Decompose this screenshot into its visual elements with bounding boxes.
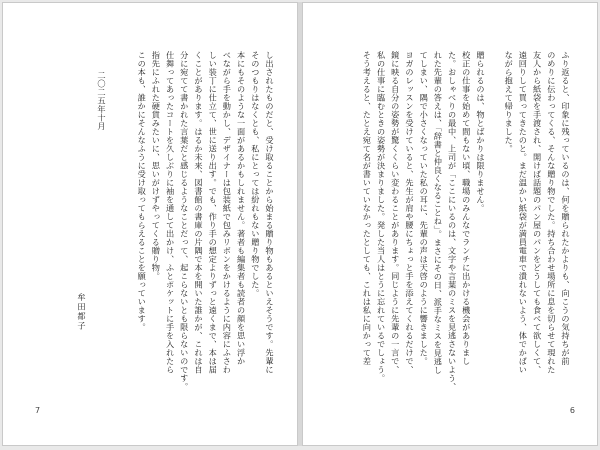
text-line: ヨガのレッスンを受けていると、先生が肩や腰にちょっと手を添えてくれるだけで、 <box>404 51 415 374</box>
left-page <box>2 2 298 446</box>
text-line: 仕舞ってあったコートを久しぶりに袖を通して出かけ、ふとポケットに手を入れたら <box>165 51 176 374</box>
author-name: 牟田都子 <box>77 293 87 331</box>
text-line: 遠回りして買ってきたのと。まだ温かい紙袋が満員電車で潰れないよう、体でかばい <box>518 51 529 374</box>
text-line: 贈られるのは、物とばかりは限りません。 <box>475 51 486 213</box>
text-line: べながら手を動かし、デザイナーは包装紙で包みリボンをかけるように内容にふさわ <box>222 51 233 374</box>
text-line: れた先輩の答えは、「辞書と仲良くなることね」。まさにその日、派手なミスを見逃し <box>433 51 444 375</box>
text-line: 友人から紙袋を手渡され、開けば話題のパン屋のパンをどうしても食べて欲しくて、 <box>532 51 543 374</box>
left-page-body <box>135 51 277 391</box>
text-line: ふり返ると、印象に残っているのは、何を贈られたかよりも、向こうの気持ちが前 <box>561 51 571 366</box>
text-line: のめりに伝わってくる、そんな贈り物でした。持ち合わせ場所に息を切らせて現れた <box>546 51 557 374</box>
right-page-body <box>360 51 573 391</box>
text-line: しい装丁に仕立て、世に送り出す。でも、作り手の想定よりずっと遠くまで、本は届 <box>208 51 219 374</box>
text-line: 分に宛てて書かれた言葉だと感じるようなことだって、起こらないとも限らないのです。 <box>179 51 190 391</box>
page-number-left: 7 <box>35 406 41 415</box>
date-line: 二〇二五年十月 <box>97 71 107 131</box>
text-line: この本も、誰かにそんなふうに受け取ってもらえることを願っています。 <box>137 51 148 332</box>
text-line: そのつもりはなくとも、私にとっては紛れもない贈り物でした。 <box>250 51 261 298</box>
text-line: し出されたものだと、受け取ることから始まる贈り物もあるといえそうです。先輩に <box>265 51 275 374</box>
text-line: ながら抱えて帰りました。 <box>504 51 515 153</box>
page-number-right: 6 <box>569 406 575 415</box>
text-line: そう考えると、たとえ宛て名が書いていなかったとしても、これは私に向かって差 <box>362 51 373 366</box>
text-line: てしまい、隅で小さくなっていた私の耳に、先輩の声は天啓のように響きました。 <box>419 51 430 366</box>
text-line: 本にもそのような一面があるかもしれません。著者も編集者も読者の顔を思い浮か <box>236 51 247 366</box>
blank-line <box>488 51 502 351</box>
right-page <box>302 2 598 446</box>
text-line: 指先にふれた硬貨みたいに、思いがけずやってくる贈り物。 <box>151 51 162 281</box>
text-line: くことがあります。はるか未来、図書館の書庫の片隅で本を開いた誰かが、これは自 <box>193 51 204 374</box>
text-line: 私の仕事に臨むときの姿勢が決まりました。発した当人はとうに忘れているでしょう。 <box>376 51 387 383</box>
text-line: 鏡に映る自分の姿勢が驚くくらい変わることがあります。同じように先輩の一言で、 <box>390 51 401 374</box>
text-line: た。おしゃべりの最中、上司が「ここにいるのは、文字や言葉のミスを見逃さないよう、 <box>447 51 458 391</box>
text-line: 校正の仕事を始めて間もない頃、職場のみんなでランチに出かける機会がありまし <box>461 51 472 366</box>
